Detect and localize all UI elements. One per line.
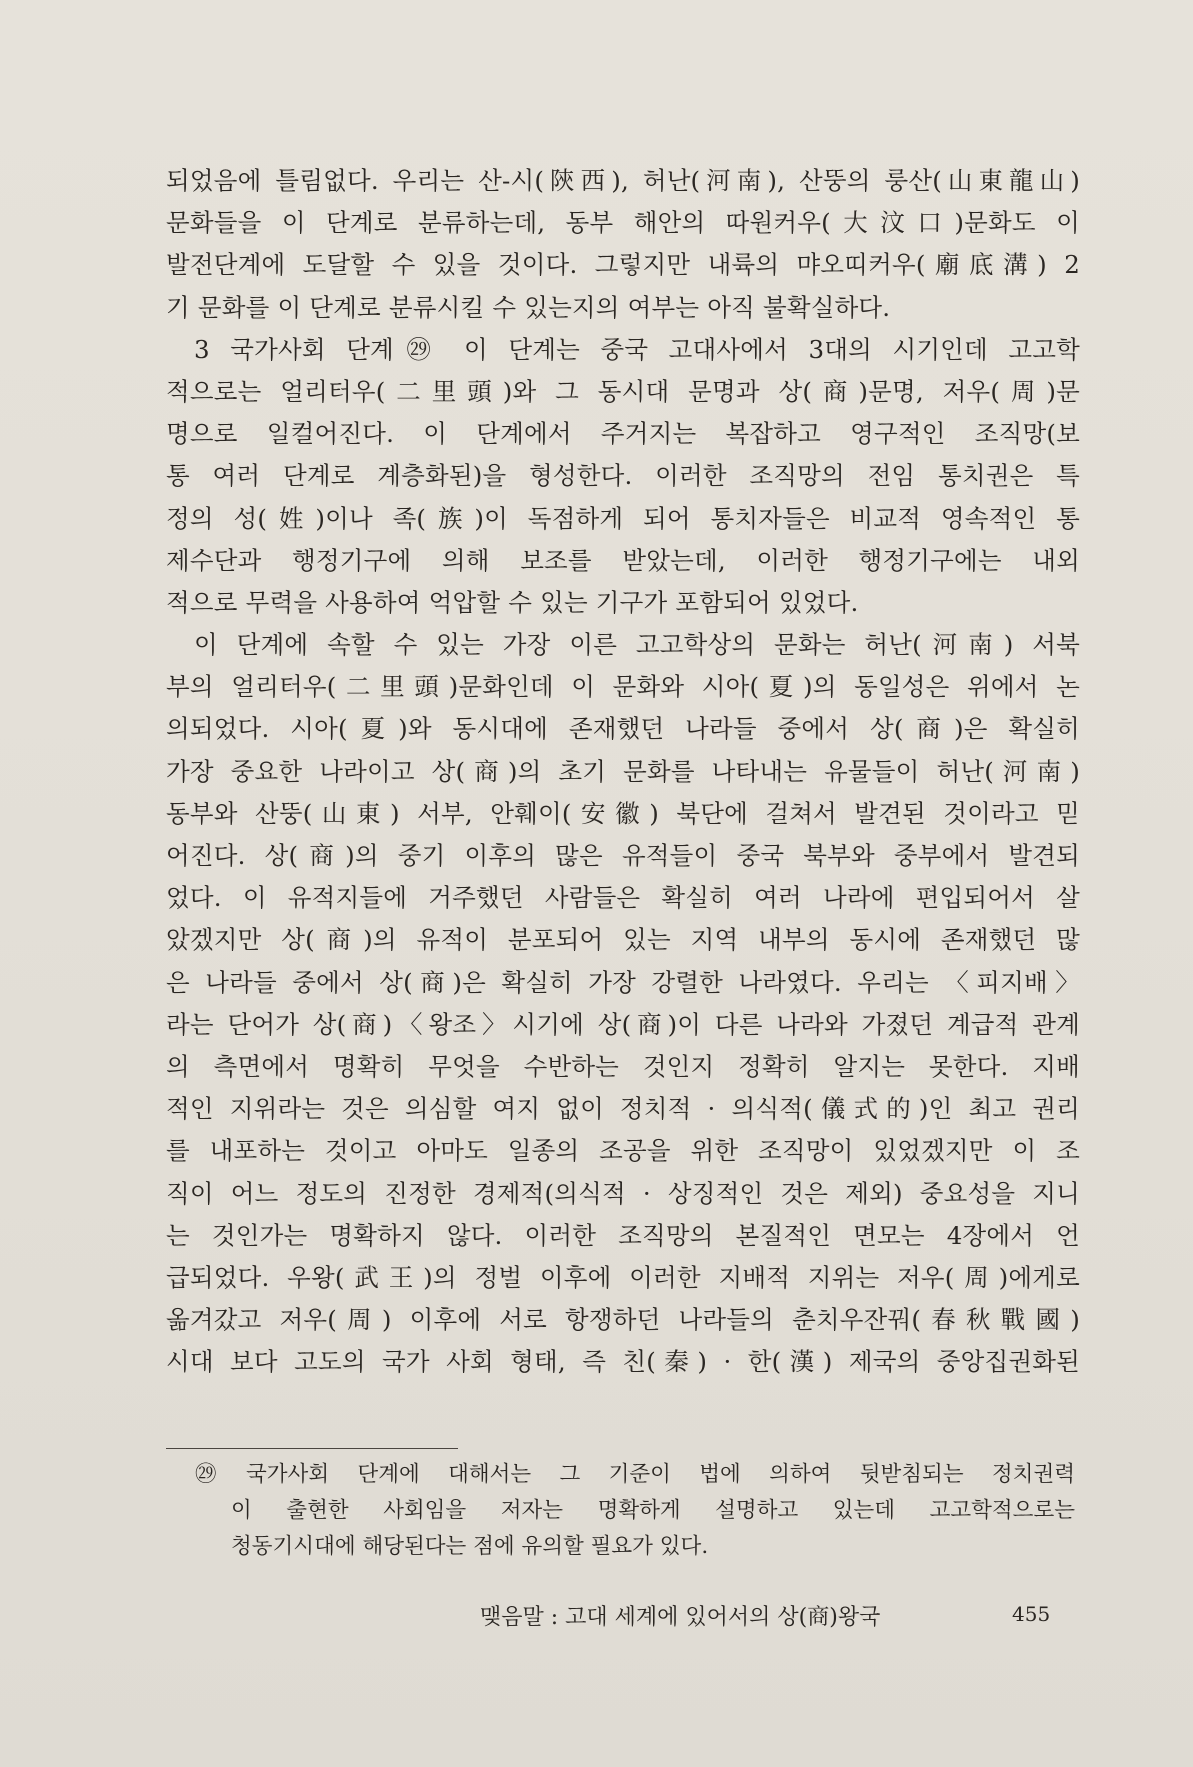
footnote-line: 청동기시대에 해당된다는 점에 유의할 필요가 있다. xyxy=(231,1534,709,1559)
body-line: 제수단과 행정기구에 의해 보조를 받았는데, 이러한 행정기구에는 내외 xyxy=(166,545,1080,575)
section-heading-line: 3 국가사회 단계㉙ 이 단계는 중국 고대사에서 3대의 시기인데 고고학 xyxy=(194,334,1080,364)
body-text xyxy=(166,160,1080,1383)
body-line: 라는 단어가 상(商)〈왕조〉시기에 상(商)이 다른 나라와 가졌던 계급적 관계 xyxy=(166,1009,1080,1039)
footnote-text: 국가사회 단계에 대해서는 그 기준이 법에 의하여 뒷받침되는 정치권력 xyxy=(246,1462,1075,1487)
body-line: 어진다. 상(商)의 중기 이후의 많은 유적들이 중국 북부와 중부에서 발견되 xyxy=(166,841,1080,870)
body-line: 급되었다. 우왕(武王)의 정벌 이후에 이러한 지배적 지위는 저우(周)에게로 xyxy=(166,1262,1080,1292)
body-line: 정의 성(姓)이나 족(族)이 독점하게 되어 통치자들은 비교적 영속적인 통 xyxy=(166,503,1080,533)
body-line: 적으로는 얼리터우(二里頭)와 그 동시대 문명과 상(商)문명, 저우(周)문 xyxy=(166,376,1080,406)
body-line: 시대 보다 고도의 국가 사회 형태, 즉 친(秦) · 한(漢) 제국의 중앙집권화된 xyxy=(166,1347,1080,1377)
body-line: 기 문화를 이 단계로 분류시킬 수 있는지의 여부는 아직 불확실하다. xyxy=(166,292,891,322)
body-line: 옮겨갔고 저우(周) 이후에 서로 항쟁하던 나라들의 춘치우잔꿔(春秋戰國) xyxy=(166,1305,1080,1335)
footnote-line xyxy=(195,1457,1075,1493)
body-line: 를 내포하는 것이고 아마도 일종의 조공을 위한 조직망이 있었겠지만 이 조 xyxy=(166,1136,1080,1166)
running-footer: 맺음말 : 고대 세계에 있어서의 상(商)왕국 xyxy=(480,1605,881,1630)
body-line: 통 여러 단계로 계층화된)을 형성한다. 이러한 조직망의 전임 통치권은 특 xyxy=(166,461,1080,491)
footnote-marker: ㉙ xyxy=(195,1462,239,1487)
body-line: 부의 얼리터우(二里頭)문화인데 이 문화와 시아(夏)의 동일성은 위에서 논 xyxy=(166,672,1080,702)
body-line: 적으로 무력을 사용하여 억압할 수 있는 기구가 포함되어 있었다. xyxy=(166,587,859,617)
body-line: 은 나라들 중에서 상(商)은 확실히 가장 강렬한 나라였다. 우리는 〈피지배〉 xyxy=(166,967,1080,997)
body-line: 적인 지위라는 것은 의심할 여지 없이 정치적 · 의식적(儀式的)인 최고 권리 xyxy=(166,1094,1080,1124)
body-line: 동부와 산뚱(山東) 서부, 안훼이(安徽) 북단에 걸쳐서 발견된 것이라고 믿 xyxy=(166,798,1080,828)
body-line: 의되었다. 시아(夏)와 동시대에 존재했던 나라들 중에서 상(商)은 확실히 xyxy=(166,714,1080,744)
body-line: 았겠지만 상(商)의 유적이 분포되어 있는 지역 내부의 동시에 존재했던 많 xyxy=(166,925,1080,955)
paragraph-start-line: 이 단계에 속할 수 있는 가장 이른 고고학상의 문화는 허난(河南) 서북 xyxy=(194,630,1080,660)
body-line: 문화들을 이 단계로 분류하는데, 동부 해안의 따원커우(大汶口)문화도 이 xyxy=(166,208,1080,238)
footnote-line: 이 출현한 사회임을 저자는 명확하게 설명하고 있는데 고고학적으로는 xyxy=(231,1498,1075,1523)
body-line: 의 측면에서 명확히 무엇을 수반하는 것인지 정확히 알지는 못한다. 지배 xyxy=(166,1051,1080,1081)
body-line: 가장 중요한 나라이고 상(商)의 초기 문화를 나타내는 유물들이 허난(河南) xyxy=(166,756,1080,786)
body-line: 는 것인가는 명확하지 않다. 이러한 조직망의 본질적인 면모는 4장에서 언 xyxy=(166,1220,1080,1250)
body-line: 되었음에 틀림없다. 우리는 산-시(陝西), 허난(河南), 산뚱의 룽산(山東龍山) xyxy=(166,166,1080,195)
body-line: 명으로 일컬어진다. 이 단계에서 주거지는 복잡하고 영구적인 조직망(보 xyxy=(166,419,1080,449)
page-number: 455 xyxy=(1012,1602,1051,1626)
footnote-divider xyxy=(166,1448,458,1449)
body-line: 발전단계에 도달할 수 있을 것이다. 그렇지만 내륙의 먀오띠커우(廟底溝) 2 xyxy=(166,250,1080,280)
body-line: 었다. 이 유적지들에 거주했던 사람들은 확실히 여러 나라에 편입되어서 살 xyxy=(166,883,1080,913)
footnote xyxy=(195,1457,1075,1565)
body-line: 직이 어느 정도의 진정한 경제적(의식적 · 상징적인 것은 제외) 중요성을 지니 xyxy=(166,1178,1080,1208)
